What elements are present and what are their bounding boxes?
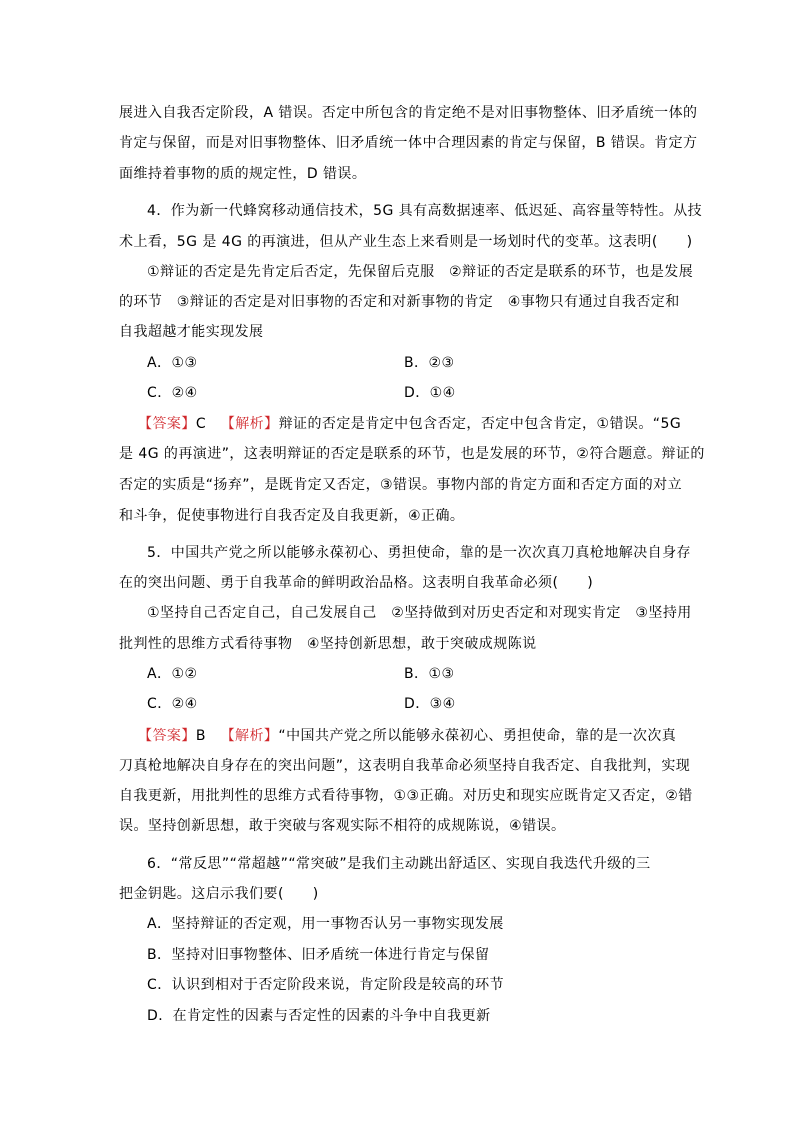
question-5-analysis: 自我更新，用批判性的思维方式看待事物，①③正确。对历史和现实应既肯定又否定，②错 bbox=[119, 788, 693, 804]
question-4-analysis: 否定的实质是“扬弃”，是既肯定又否定，③错误。事物内部的肯定方面和否定方面的对立 bbox=[119, 477, 683, 493]
question-5-statements: ①坚持自己否定自己，自己发展自己 ②坚持做到对历史否定和对现实肯定 ③坚持用 bbox=[147, 605, 692, 621]
question-5-stem: 在的突出问题、勇于自我革命的鲜明政治品格。这表明自我革命必须( ) bbox=[119, 575, 594, 591]
analysis-text: “中国共产党之所以能够永葆初心、勇担使命，靠的是一次次真 bbox=[278, 728, 677, 744]
answer-letter: C bbox=[195, 416, 207, 432]
question-4-stem: 4．作为新一代蜂窝移动通信技术，5G 具有高数据速率、低迟延、高容量等特性。从技 bbox=[147, 203, 703, 219]
question-5-choice-d: D．③④ bbox=[404, 696, 456, 712]
question-5-analysis: 刀真枪地解决自身存在的突出问题”，这表明自我革命必须坚持自我否定、自我批判，实现 bbox=[119, 758, 691, 774]
question-4-choice-d: D．①④ bbox=[404, 385, 456, 401]
question-4-statements: 的环节 ③辩证的否定是对旧事物的否定和对新事物的肯定 ④事物只有通过自我否定和 bbox=[119, 294, 680, 310]
question-6-choice-a: A．坚持辩证的否定观，用一事物否认另一事物实现发展 bbox=[147, 916, 504, 932]
answer-letter: B bbox=[195, 728, 206, 744]
question-6-stem: 6．“常反思”“常超越”“常突破”是我们主动跳出舒适区、实现自我迭代升级的三 bbox=[147, 856, 651, 872]
analysis-tag: 【解析】 bbox=[220, 416, 279, 432]
question-4-analysis: 和斗争，促使事物进行自我否定及自我更新，④正确。 bbox=[119, 508, 465, 524]
question-5-statements: 批判性的思维方式看待事物 ④坚持创新思想，敢于突破成规陈说 bbox=[119, 636, 537, 652]
paragraph-line: 面维持着事物的质的规定性，D 错误。 bbox=[119, 166, 367, 182]
question-4-choice-b: B．②③ bbox=[404, 355, 455, 371]
question-4-statements: ①辩证的否定是先肯定后否定，先保留后克服 ②辩证的否定是联系的环节，也是发展 bbox=[147, 264, 694, 280]
answer-tag: 【答案】 bbox=[138, 416, 196, 432]
question-5-answer bbox=[138, 726, 676, 746]
paragraph-line: 展进入自我否定阶段，A 错误。否定中所包含的肯定绝不是对旧事物整体、旧矛盾统一体的 bbox=[119, 105, 698, 121]
paragraph-line: 肯定与保留，而是对旧事物整体、旧矛盾统一体中合理因素的肯定与保留，B 错误。肯定方 bbox=[119, 135, 698, 151]
question-6-stem: 把金钥匙。这启示我们要( ) bbox=[119, 886, 319, 902]
question-4-answer bbox=[138, 414, 681, 434]
question-4-choice-a: A．①③ bbox=[147, 355, 198, 371]
question-4-stem: 术上看，5G 是 4G 的再演进，但从产业生态上来看则是一场划时代的变革。这表明( ) bbox=[119, 234, 693, 250]
analysis-tag: 【解析】 bbox=[220, 728, 279, 744]
question-4-choice-c: C．②④ bbox=[147, 385, 198, 401]
question-5-stem: 5．中国共产党之所以能够永葆初心、勇担使命，靠的是一次次真刀真枪地解决自身存 bbox=[147, 545, 692, 561]
question-6-choice-d: D．在肯定性的因素与否定性的因素的斗争中自我更新 bbox=[147, 1008, 491, 1024]
analysis-text: 辩证的否定是肯定中包含否定，否定中包含肯定，①错误。“5G bbox=[278, 416, 682, 432]
question-5-choice-a: A．①② bbox=[147, 666, 198, 682]
question-5-choice-c: C．②④ bbox=[147, 696, 198, 712]
question-6-choice-b: B．坚持对旧事物整体、旧矛盾统一体进行肯定与保留 bbox=[147, 947, 490, 963]
answer-tag: 【答案】 bbox=[138, 728, 196, 744]
question-4-analysis: 是 4G 的再演进”，这表明辩证的否定是联系的环节，也是发展的环节，②符合题意。辩证的 bbox=[119, 446, 705, 462]
question-5-analysis: 误。坚持创新思想，敢于突破与客观实际不相符的成规陈说，④错误。 bbox=[119, 818, 566, 834]
question-4-statements: 自我超越才能实现发展 bbox=[119, 324, 264, 340]
question-6-choice-c: C．认识到相对于否定阶段来说，肯定阶段是较高的环节 bbox=[147, 977, 505, 993]
question-5-choice-b: B．①③ bbox=[404, 666, 455, 682]
